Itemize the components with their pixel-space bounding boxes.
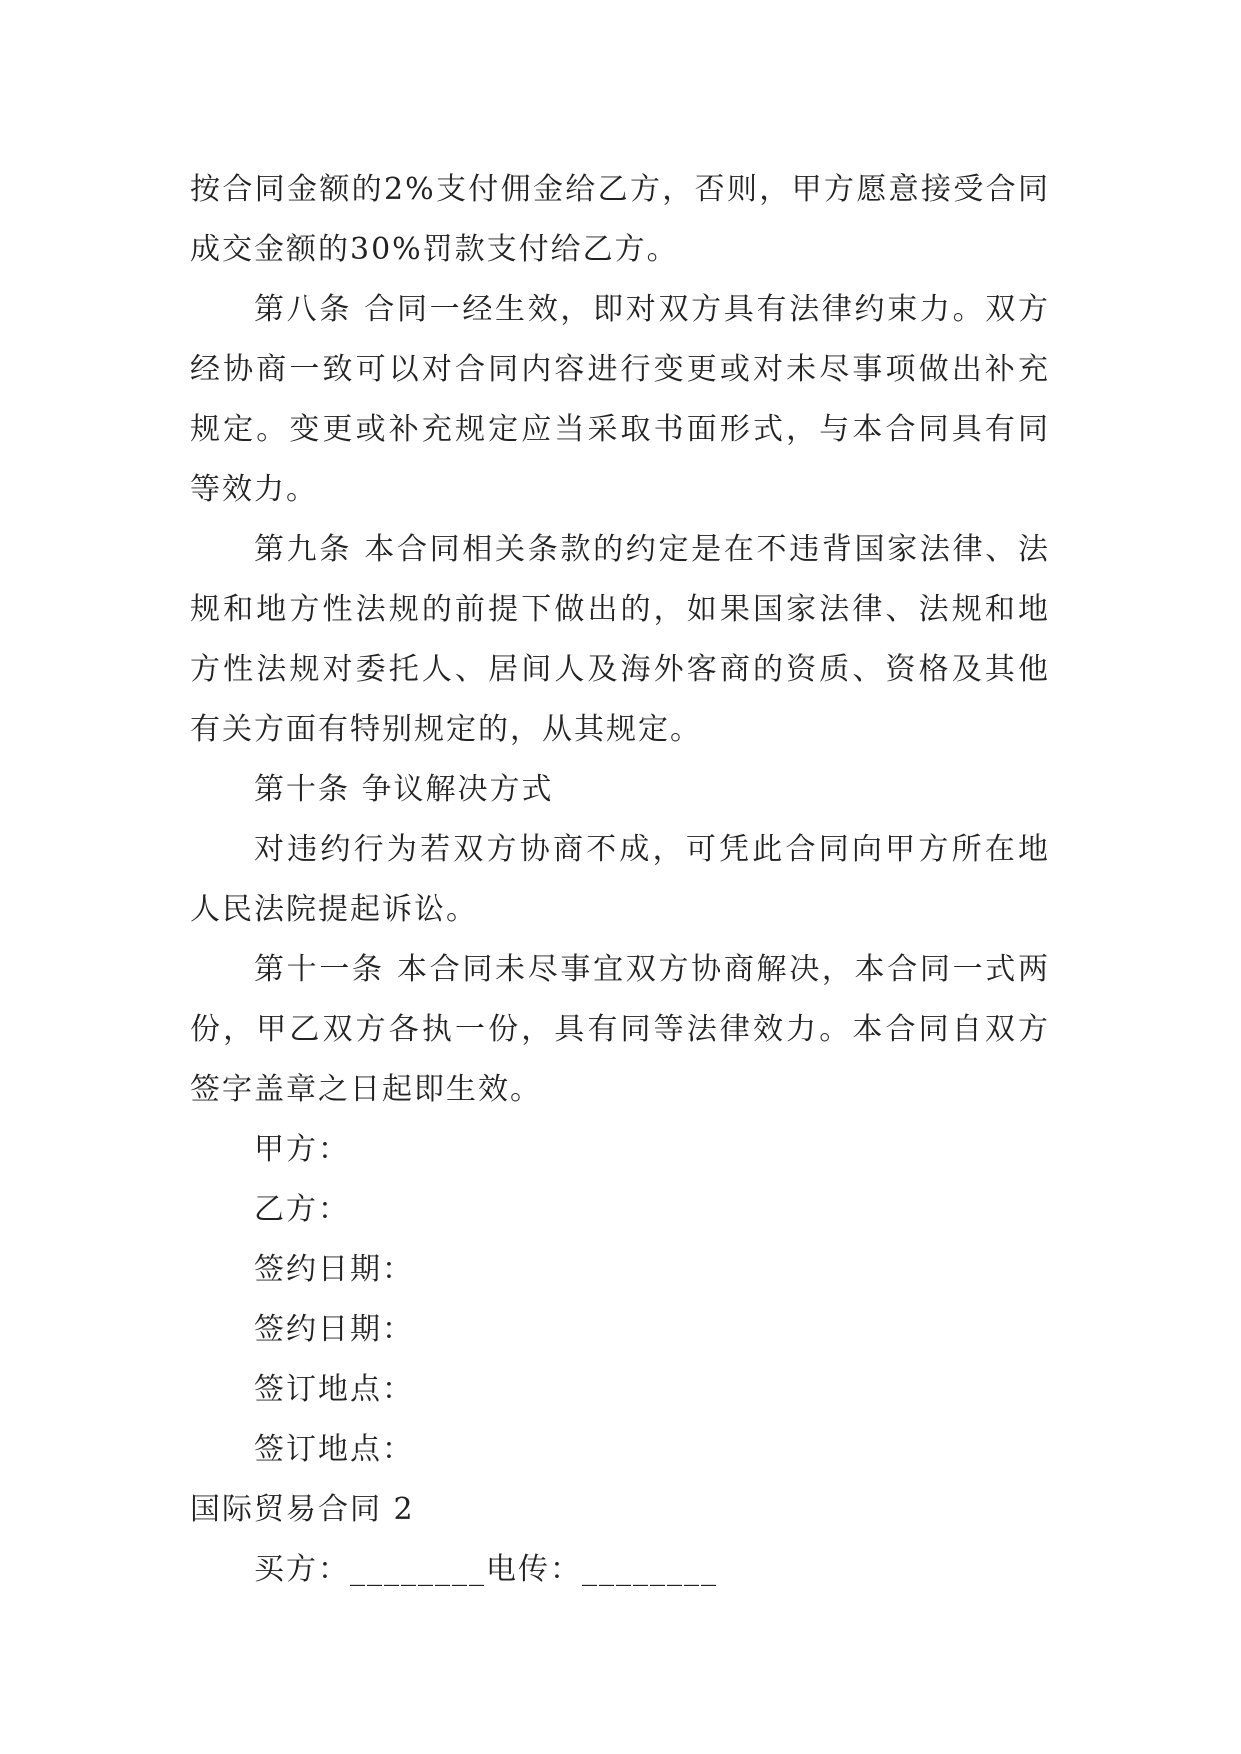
signing-date-label-2: 签约日期： xyxy=(254,1312,414,1347)
signing-place-label: 签订地点： xyxy=(254,1372,414,1407)
paragraph-article-10: 第十条 争议解决方式 xyxy=(254,772,554,807)
paragraph-article-11: 第十一条 本合同未尽事宜双方协商解决，本合同一式两份，甲乙双方各执一份，具有同等法律效力。本合同自双方签字盖章之日起即生效。 xyxy=(190,952,1050,1107)
signing-date-label: 签约日期： xyxy=(254,1252,414,1287)
document-body xyxy=(190,160,1050,1600)
buyer-line: 买方：________电传：________ xyxy=(254,1552,718,1587)
section-title: 国际贸易合同 2 xyxy=(190,1492,415,1527)
party-b-label: 乙方： xyxy=(254,1192,350,1227)
paragraph-dispute: 对违约行为若双方协商不成，可凭此合同向甲方所在地人民法院提起诉讼。 xyxy=(190,832,1050,927)
paragraph-commission: 按合同金额的2%支付佣金给乙方，否则，甲方愿意接受合同成交金额的30%罚款支付给乙方。 xyxy=(190,172,1050,267)
party-a-label: 甲方： xyxy=(254,1132,350,1167)
paragraph-article-9: 第九条 本合同相关条款的约定是在不违背国家法律、法规和地方性法规的前提下做出的，如果国家法律、法规和地方性法规对委托人、居间人及海外客商的资质、资格及其他有关方面有特别规定的，从其规定。 xyxy=(190,532,1050,747)
paragraph-article-8: 第八条 合同一经生效，即对双方具有法律约束力。双方经协商一致可以对合同内容进行变更或对未尽事项做出补充规定。变更或补充规定应当采取书面形式，与本合同具有同等效力。 xyxy=(190,292,1050,507)
signing-place-label-2: 签订地点： xyxy=(254,1432,414,1467)
